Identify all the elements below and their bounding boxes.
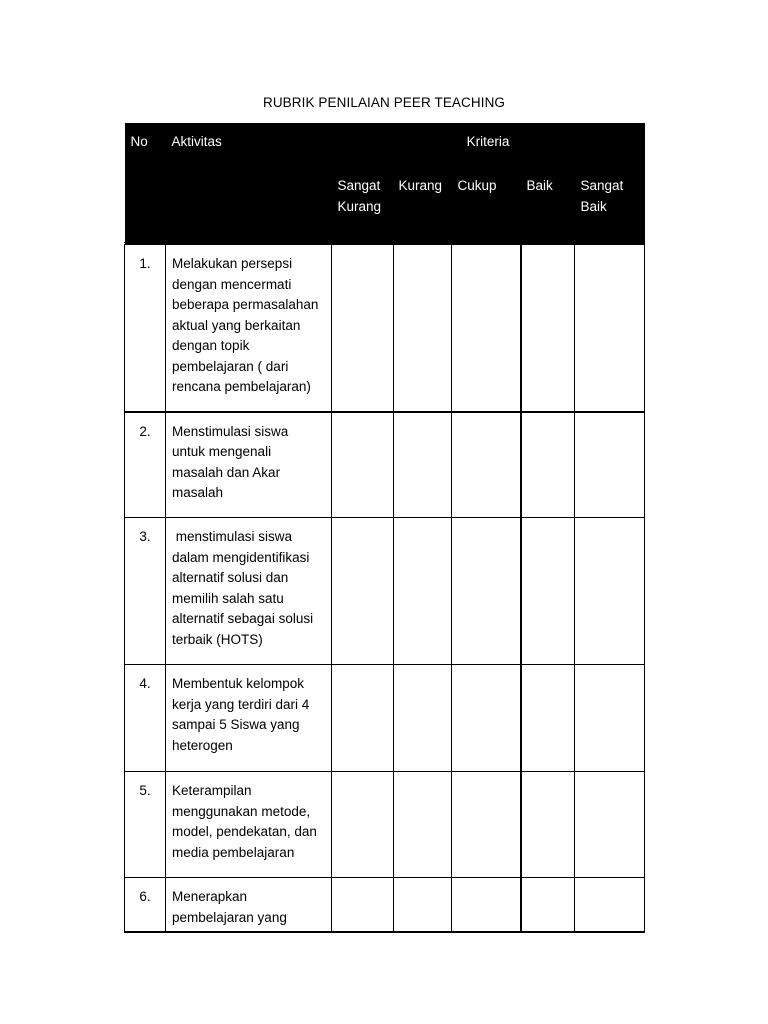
- score-cell-sangat-baik[interactable]: [575, 412, 645, 518]
- score-cell-kurang[interactable]: [394, 665, 452, 772]
- score-cell-cukup[interactable]: [452, 772, 521, 878]
- score-cell-sangat-baik[interactable]: [575, 665, 645, 772]
- score-cell-sangat-kurang[interactable]: [332, 518, 394, 665]
- score-cell-sangat-kurang[interactable]: [332, 878, 394, 932]
- score-cell-baik[interactable]: [521, 772, 575, 878]
- header-kriteria: Kriteria: [332, 123, 645, 167]
- score-cell-baik[interactable]: [521, 665, 575, 772]
- score-cell-baik[interactable]: [521, 412, 575, 518]
- row-aktivitas: Menstimulasi siswa untuk mengenali masalah dan Akar masalah: [166, 412, 332, 518]
- row-aktivitas: Menerapkan pembelajaran yang: [166, 878, 332, 932]
- row-number: 4.: [125, 665, 166, 772]
- header-kurang: Kurang: [394, 167, 452, 244]
- score-cell-kurang[interactable]: [394, 244, 452, 412]
- header-row-top: [125, 123, 645, 167]
- score-cell-baik[interactable]: [521, 244, 575, 412]
- header-aktivitas: Aktivitas: [166, 123, 332, 244]
- score-cell-sangat-kurang[interactable]: [332, 772, 394, 878]
- header-sangat-kurang: Sangat Kurang: [332, 167, 394, 244]
- score-cell-sangat-kurang[interactable]: [332, 244, 394, 412]
- header-no: No: [125, 123, 166, 244]
- score-cell-cukup[interactable]: [452, 412, 521, 518]
- score-cell-kurang[interactable]: [394, 518, 452, 665]
- table-body: [125, 244, 645, 932]
- row-number: 6.: [125, 878, 166, 932]
- row-aktivitas: Keterampilan menggunakan metode, model, pendekatan, dan media pembelajaran: [166, 772, 332, 878]
- table-row: [125, 244, 645, 412]
- document-title: RUBRIK PENILAIAN PEER TEACHING: [262, 95, 506, 110]
- row-aktivitas: Membentuk kelompok kerja yang terdiri dari 4 sampai 5 Siswa yang heterogen: [166, 665, 332, 772]
- score-cell-kurang[interactable]: [394, 878, 452, 932]
- score-cell-kurang[interactable]: [394, 412, 452, 518]
- table-row: [125, 412, 645, 518]
- header-sangat-baik: Sangat Baik: [575, 167, 645, 244]
- score-cell-cukup[interactable]: [452, 878, 521, 932]
- score-cell-sangat-kurang[interactable]: [332, 665, 394, 772]
- score-cell-baik[interactable]: [521, 878, 575, 932]
- score-cell-baik[interactable]: [521, 518, 575, 665]
- table-header: [125, 123, 645, 244]
- table-row: [125, 665, 645, 772]
- table-row: [125, 878, 645, 932]
- score-cell-cukup[interactable]: [452, 244, 521, 412]
- row-aktivitas: Melakukan persepsi dengan mencermati beberapa permasalahan aktual yang berkaitan dengan topik pembelajaran ( dari rencana pembelajaran): [166, 244, 332, 412]
- score-cell-sangat-baik[interactable]: [575, 518, 645, 665]
- row-number: 5.: [125, 772, 166, 878]
- table-row: [125, 518, 645, 665]
- row-aktivitas: menstimulasi siswa dalam mengidentifikasi alternatif solusi dan memilih salah satu alternatif sebagai solusi terbaik (HOTS): [166, 518, 332, 665]
- score-cell-sangat-baik[interactable]: [575, 244, 645, 412]
- score-cell-sangat-baik[interactable]: [575, 878, 645, 932]
- rubric-table: [124, 123, 645, 933]
- score-cell-cukup[interactable]: [452, 518, 521, 665]
- row-number: 1.: [125, 244, 166, 412]
- header-baik: Baik: [521, 167, 575, 244]
- table-row: [125, 772, 645, 878]
- score-cell-sangat-kurang[interactable]: [332, 412, 394, 518]
- row-number: 3.: [125, 518, 166, 665]
- score-cell-kurang[interactable]: [394, 772, 452, 878]
- score-cell-sangat-baik[interactable]: [575, 772, 645, 878]
- row-number: 2.: [125, 412, 166, 518]
- header-cukup: Cukup: [452, 167, 521, 244]
- score-cell-cukup[interactable]: [452, 665, 521, 772]
